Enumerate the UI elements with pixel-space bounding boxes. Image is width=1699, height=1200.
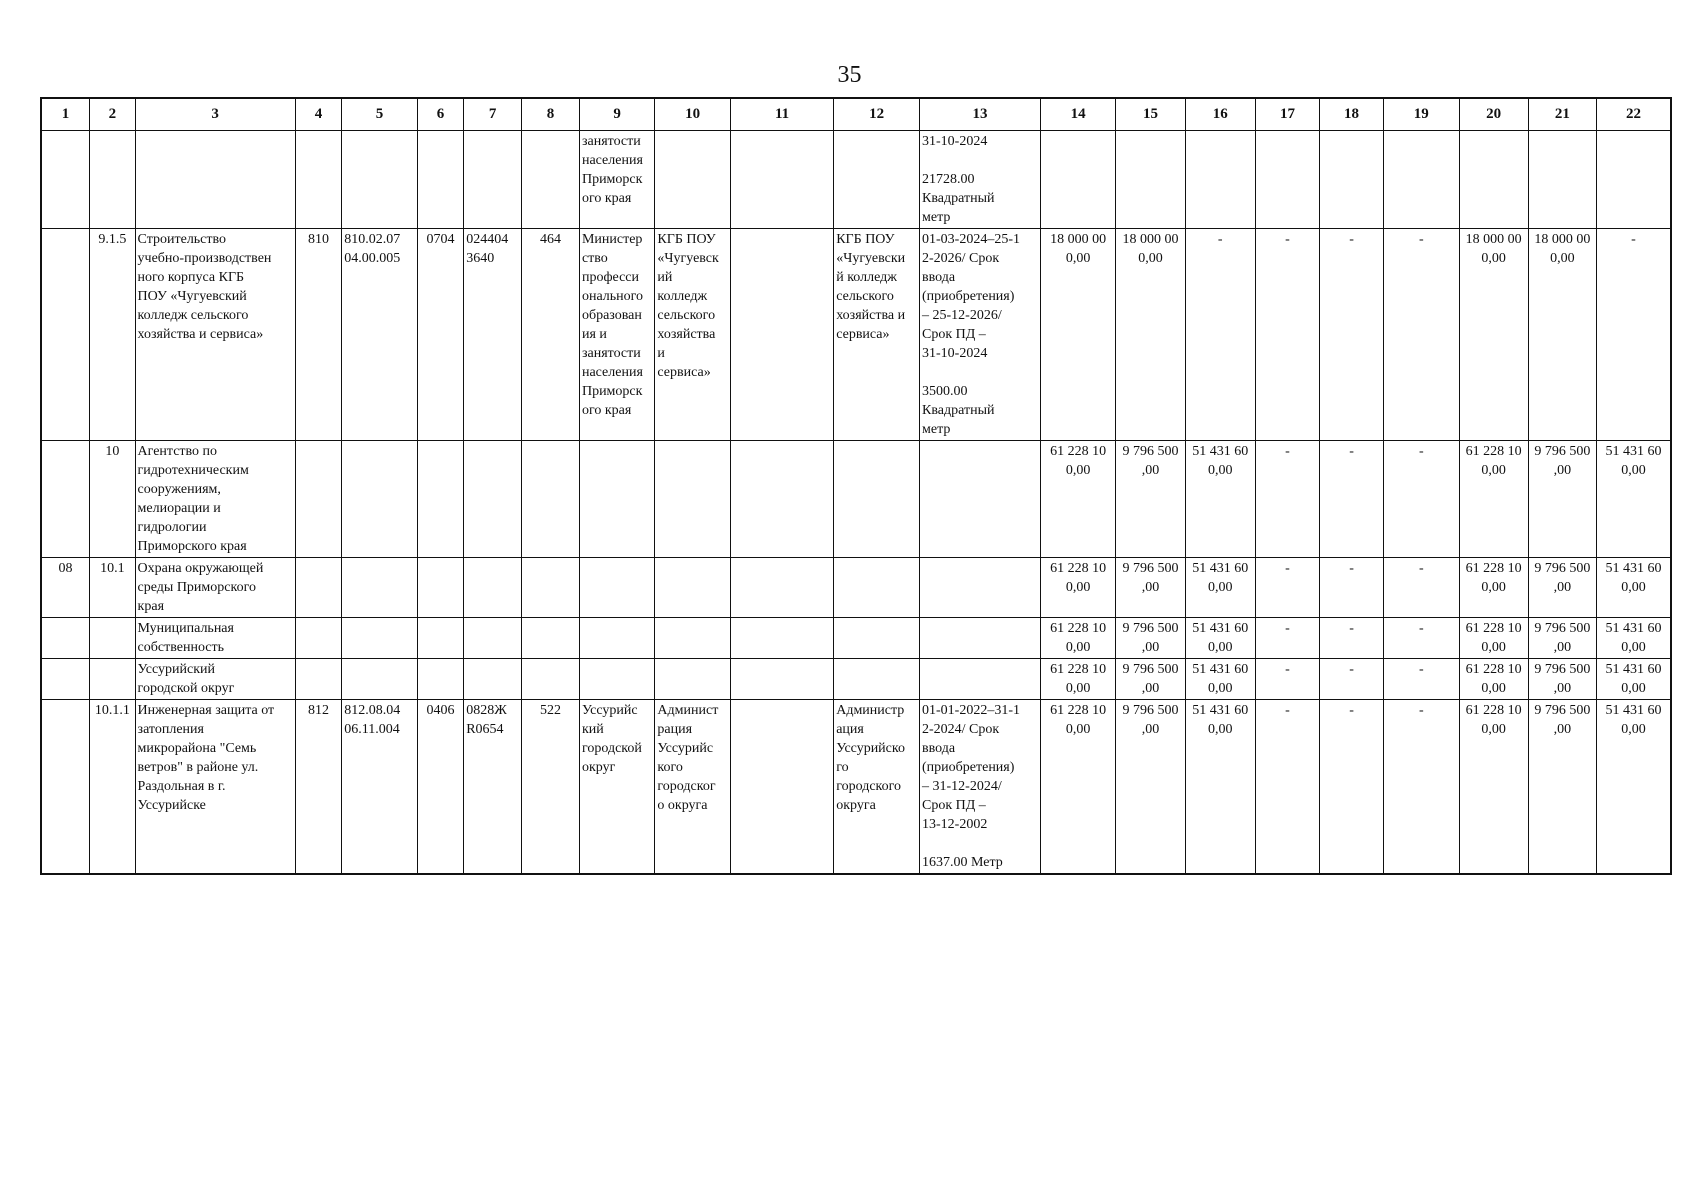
table-cell: 51 431 60 0,00: [1185, 441, 1255, 558]
table-cell: [920, 659, 1041, 700]
table-cell: -: [1384, 659, 1459, 700]
table-cell: [834, 131, 920, 229]
table-cell: [1459, 131, 1528, 229]
table-cell: 61 228 10 0,00: [1459, 558, 1528, 618]
column-header: 11: [730, 98, 833, 131]
table-cell: -: [1319, 558, 1383, 618]
table-cell: Министер ство професси онального образован ия и занятости населения Приморск ого края: [579, 229, 654, 441]
table-cell: [1185, 131, 1255, 229]
table-row: [41, 700, 1671, 875]
table-cell: 10.1.1: [90, 700, 135, 875]
table-cell: 9 796 500 ,00: [1116, 441, 1185, 558]
table-cell: [834, 441, 920, 558]
table-cell: [655, 618, 730, 659]
table-cell: -: [1384, 229, 1459, 441]
column-header: 3: [135, 98, 295, 131]
table-cell: 18 000 00 0,00: [1528, 229, 1596, 441]
table-cell: -: [1255, 659, 1319, 700]
table-cell: [920, 618, 1041, 659]
column-header: 5: [342, 98, 417, 131]
table-cell: [295, 131, 342, 229]
table-cell: [730, 558, 833, 618]
column-header: 17: [1255, 98, 1319, 131]
table-cell: Инженерная защита от затопления микрорайона "Семь ветров" в районе ул. Раздольная в г. Уссурийске: [135, 700, 295, 875]
table-cell: 9.1.5: [90, 229, 135, 441]
column-header: 10: [655, 98, 730, 131]
table-cell: 61 228 10 0,00: [1459, 441, 1528, 558]
table-cell: [730, 618, 833, 659]
table-cell: [522, 131, 580, 229]
table-cell: Администр ация Уссурийско го городского округа: [834, 700, 920, 875]
table-cell: -: [1319, 700, 1383, 875]
table-cell: [90, 618, 135, 659]
table-cell: Муниципальная собственность: [135, 618, 295, 659]
column-header: 12: [834, 98, 920, 131]
table-cell: 9 796 500 ,00: [1528, 558, 1596, 618]
table-row: [41, 618, 1671, 659]
table-cell: 9 796 500 ,00: [1116, 558, 1185, 618]
table-cell: 08: [41, 558, 90, 618]
table-row: [41, 131, 1671, 229]
table-cell: -: [1319, 618, 1383, 659]
table-cell: Агентство по гидротехническим сооружениям, мелиорации и гидрологии Приморского края: [135, 441, 295, 558]
table-cell: [655, 659, 730, 700]
table-cell: Админист рация Уссурийс кого городског о округа: [655, 700, 730, 875]
table-cell: 61 228 10 0,00: [1040, 700, 1115, 875]
table-cell: [834, 618, 920, 659]
table-cell: 18 000 00 0,00: [1459, 229, 1528, 441]
table-cell: 9 796 500 ,00: [1116, 700, 1185, 875]
table-cell: [730, 659, 833, 700]
table-cell: [342, 558, 417, 618]
table-row: [41, 558, 1671, 618]
table-cell: 61 228 10 0,00: [1040, 441, 1115, 558]
table-cell: [1040, 131, 1115, 229]
column-header: 14: [1040, 98, 1115, 131]
table-cell: -: [1319, 441, 1383, 558]
table-cell: -: [1319, 659, 1383, 700]
table-cell: 51 431 60 0,00: [1185, 700, 1255, 875]
column-header: 7: [464, 98, 522, 131]
table-cell: [41, 659, 90, 700]
table-cell: -: [1255, 229, 1319, 441]
table-cell: [655, 131, 730, 229]
table-cell: [834, 659, 920, 700]
column-header: 20: [1459, 98, 1528, 131]
table-cell: [579, 441, 654, 558]
table-row: [41, 441, 1671, 558]
table-cell: 9 796 500 ,00: [1528, 441, 1596, 558]
table-cell: 51 431 60 0,00: [1596, 618, 1671, 659]
column-header: 13: [920, 98, 1041, 131]
table-cell: [464, 618, 522, 659]
table-cell: 51 431 60 0,00: [1596, 441, 1671, 558]
table-cell: [41, 618, 90, 659]
table-cell: 464: [522, 229, 580, 441]
table-cell: [135, 131, 295, 229]
table-cell: 810: [295, 229, 342, 441]
table-cell: КГБ ПОУ «Чугуевски й колледж сельского хозяйства и сервиса»: [834, 229, 920, 441]
table-cell: 0704: [417, 229, 464, 441]
table-cell: [342, 659, 417, 700]
column-header: 19: [1384, 98, 1459, 131]
column-header: 8: [522, 98, 580, 131]
table-cell: 51 431 60 0,00: [1185, 558, 1255, 618]
table-cell: [342, 131, 417, 229]
table-cell: [464, 659, 522, 700]
table-cell: 10: [90, 441, 135, 558]
table-cell: [920, 558, 1041, 618]
table-cell: -: [1384, 558, 1459, 618]
column-header: 4: [295, 98, 342, 131]
table-cell: [579, 618, 654, 659]
table-cell: 61 228 10 0,00: [1040, 558, 1115, 618]
column-header: 16: [1185, 98, 1255, 131]
table-cell: Строительство учебно-производствен ного корпуса КГБ ПОУ «Чугуевский колледж сельского хозяйства и сервиса»: [135, 229, 295, 441]
table-cell: 9 796 500 ,00: [1116, 618, 1185, 659]
table-cell: 01-03-2024–25-1 2-2026/ Срок ввода (приобретения) – 25-12-2026/ Срок ПД – 31-10-2024 3500.00 Квадратный метр: [920, 229, 1041, 441]
table-cell: [579, 659, 654, 700]
table-cell: 0406: [417, 700, 464, 875]
table-cell: [417, 558, 464, 618]
budget-table: [40, 97, 1672, 875]
table-cell: КГБ ПОУ «Чугуевск ий колледж сельского хозяйства и сервиса»: [655, 229, 730, 441]
table-cell: [295, 618, 342, 659]
table-cell: [342, 441, 417, 558]
table-cell: [41, 229, 90, 441]
table-cell: -: [1255, 558, 1319, 618]
header-row: [41, 98, 1671, 131]
table-cell: -: [1596, 229, 1671, 441]
table-cell: Охрана окружающей среды Приморского края: [135, 558, 295, 618]
column-header: 21: [1528, 98, 1596, 131]
table-cell: [1116, 131, 1185, 229]
table-cell: 9 796 500 ,00: [1116, 659, 1185, 700]
table-cell: [295, 441, 342, 558]
table-cell: [295, 558, 342, 618]
table-cell: [655, 558, 730, 618]
page-number: 35: [837, 62, 862, 88]
column-header: 9: [579, 98, 654, 131]
table-cell: [522, 558, 580, 618]
table-cell: [522, 618, 580, 659]
table-cell: [522, 441, 580, 558]
table-row: [41, 229, 1671, 441]
table-cell: [1384, 131, 1459, 229]
table-cell: 10.1: [90, 558, 135, 618]
table-cell: 51 431 60 0,00: [1185, 618, 1255, 659]
column-header: 18: [1319, 98, 1383, 131]
table-cell: [1319, 131, 1383, 229]
table-cell: 9 796 500 ,00: [1528, 618, 1596, 659]
table-cell: [834, 558, 920, 618]
table-cell: Уссурийский городской округ: [135, 659, 295, 700]
table-cell: 0828Ж R0654: [464, 700, 522, 875]
table-cell: 51 431 60 0,00: [1596, 700, 1671, 875]
table-cell: [1528, 131, 1596, 229]
table-cell: [730, 700, 833, 875]
table-cell: 51 431 60 0,00: [1185, 659, 1255, 700]
table-cell: [342, 618, 417, 659]
table-cell: 31-10-2024 21728.00 Квадратный метр: [920, 131, 1041, 229]
table-cell: 522: [522, 700, 580, 875]
table-cell: -: [1384, 441, 1459, 558]
table-cell: [730, 441, 833, 558]
table-cell: -: [1319, 229, 1383, 441]
table-cell: [417, 441, 464, 558]
table-cell: 51 431 60 0,00: [1596, 659, 1671, 700]
table-cell: 01-01-2022–31-1 2-2024/ Срок ввода (приобретения) – 31-12-2024/ Срок ПД – 13-12-2002 1637.00 Метр: [920, 700, 1041, 875]
table-cell: 9 796 500 ,00: [1528, 659, 1596, 700]
table-cell: 61 228 10 0,00: [1040, 618, 1115, 659]
table-cell: 61 228 10 0,00: [1459, 700, 1528, 875]
table-cell: [464, 558, 522, 618]
table-cell: 18 000 00 0,00: [1116, 229, 1185, 441]
table-row: [41, 659, 1671, 700]
table-cell: [90, 659, 135, 700]
table-cell: -: [1255, 441, 1319, 558]
table-cell: -: [1255, 618, 1319, 659]
table-cell: -: [1185, 229, 1255, 441]
column-header: 15: [1116, 98, 1185, 131]
table-cell: [730, 131, 833, 229]
table-cell: [417, 131, 464, 229]
table-cell: [920, 441, 1041, 558]
column-header: 6: [417, 98, 464, 131]
table-cell: -: [1384, 618, 1459, 659]
table-cell: Уссурийс кий городской округ: [579, 700, 654, 875]
table-cell: 18 000 00 0,00: [1040, 229, 1115, 441]
table-cell: [417, 618, 464, 659]
table-cell: 51 431 60 0,00: [1596, 558, 1671, 618]
table-cell: занятости населения Приморск ого края: [579, 131, 654, 229]
table-cell: [41, 131, 90, 229]
table-cell: [730, 229, 833, 441]
table-cell: 61 228 10 0,00: [1459, 659, 1528, 700]
table-cell: 810.02.07 04.00.005: [342, 229, 417, 441]
table-cell: [90, 131, 135, 229]
table-cell: [41, 700, 90, 875]
table-cell: -: [1255, 700, 1319, 875]
table-cell: [1255, 131, 1319, 229]
table-cell: 9 796 500 ,00: [1528, 700, 1596, 875]
column-header: 22: [1596, 98, 1671, 131]
table-cell: [41, 441, 90, 558]
table-cell: 812.08.04 06.11.004: [342, 700, 417, 875]
table-cell: [295, 659, 342, 700]
table-cell: [464, 441, 522, 558]
table-cell: 024404 3640: [464, 229, 522, 441]
table-cell: [464, 131, 522, 229]
table-cell: 61 228 10 0,00: [1459, 618, 1528, 659]
table-cell: [522, 659, 580, 700]
table-cell: [579, 558, 654, 618]
table-cell: [417, 659, 464, 700]
column-header: 1: [41, 98, 90, 131]
table-cell: [655, 441, 730, 558]
table-cell: -: [1384, 700, 1459, 875]
table-cell: 812: [295, 700, 342, 875]
table-cell: 61 228 10 0,00: [1040, 659, 1115, 700]
table-cell: [1596, 131, 1671, 229]
column-header: 2: [90, 98, 135, 131]
